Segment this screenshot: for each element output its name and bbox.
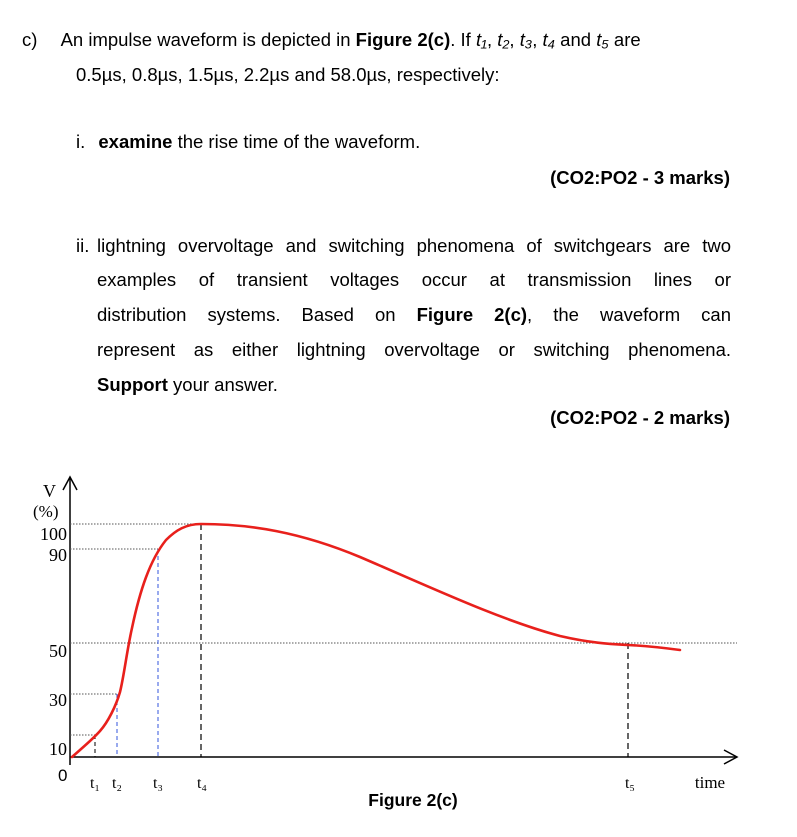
t2-symbol: t₂	[497, 29, 510, 50]
part-ii-line-3: distribution systems. Based on Figure 2(c), the waveform can	[97, 304, 731, 325]
y-axis-label: V	[43, 481, 56, 501]
question-c-line-1: c) An impulse waveform is depicted in Figure 2(c). If t₁, t₂, t₃, t₄ and t₅ are	[22, 29, 641, 50]
x-tick-t2: t₂	[111, 775, 123, 792]
x-tick-t5: t₅	[624, 775, 636, 792]
x-tick-t1: t₁	[89, 775, 101, 792]
t1-symbol: t₁	[475, 29, 487, 50]
t3-symbol: t₃	[519, 29, 533, 50]
figure-caption: Figure 2(c)	[368, 790, 458, 810]
y-tick-90: 90	[49, 545, 67, 565]
impulse-waveform-figure	[0, 470, 797, 837]
part-i-marks: (CO2:PO2 - 3 marks)	[550, 167, 730, 188]
part-i-text	[76, 131, 420, 153]
part-ii-line-1: lightning overvoltage and switching phenomena of switchgears are two	[97, 235, 731, 256]
x-tick-t4: t₄	[196, 775, 208, 792]
figure-reference-2: Figure 2(c)	[416, 304, 528, 325]
y-tick-100: 100	[40, 524, 67, 544]
question-intro-b: . If	[450, 29, 476, 50]
figure-reference: Figure 2(c)	[355, 29, 451, 50]
y-tick-30: 30	[49, 690, 67, 710]
part-ii-marks: (CO2:PO2 - 2 marks)	[550, 407, 730, 428]
question-label: c)	[22, 29, 38, 50]
part-i-rest: the rise time of the waveform.	[172, 131, 421, 152]
part-ii-line-5: Support your answer.	[97, 374, 278, 395]
part-ii-line-2: examples of transient voltages occur at transmission lines or	[97, 269, 731, 290]
x-tick-t3: t₃	[152, 775, 164, 792]
y-tick-10: 10	[49, 739, 67, 759]
question-intro-a: An impulse waveform is depicted in	[60, 29, 356, 50]
y-tick-50: 50	[49, 641, 67, 661]
origin-label: 0	[58, 766, 68, 785]
question-c-line-2: 0.5µs, 0.8µs, 1.5µs, 2.2µs and 58.0µs, respectively:	[76, 64, 500, 85]
part-i-verb: examine	[98, 131, 173, 152]
t4-symbol: t₄	[542, 29, 556, 50]
x-axis-label: time	[694, 773, 726, 792]
part-ii-label: ii.	[76, 235, 90, 256]
part-i-label: i.	[76, 131, 86, 152]
part-ii-line-4: represent as either lightning overvoltage or switching phenomena.	[97, 339, 731, 360]
y-unit-label: (%)	[33, 502, 59, 521]
waveform-curve	[72, 524, 680, 757]
t5-symbol: t₅	[596, 29, 609, 50]
